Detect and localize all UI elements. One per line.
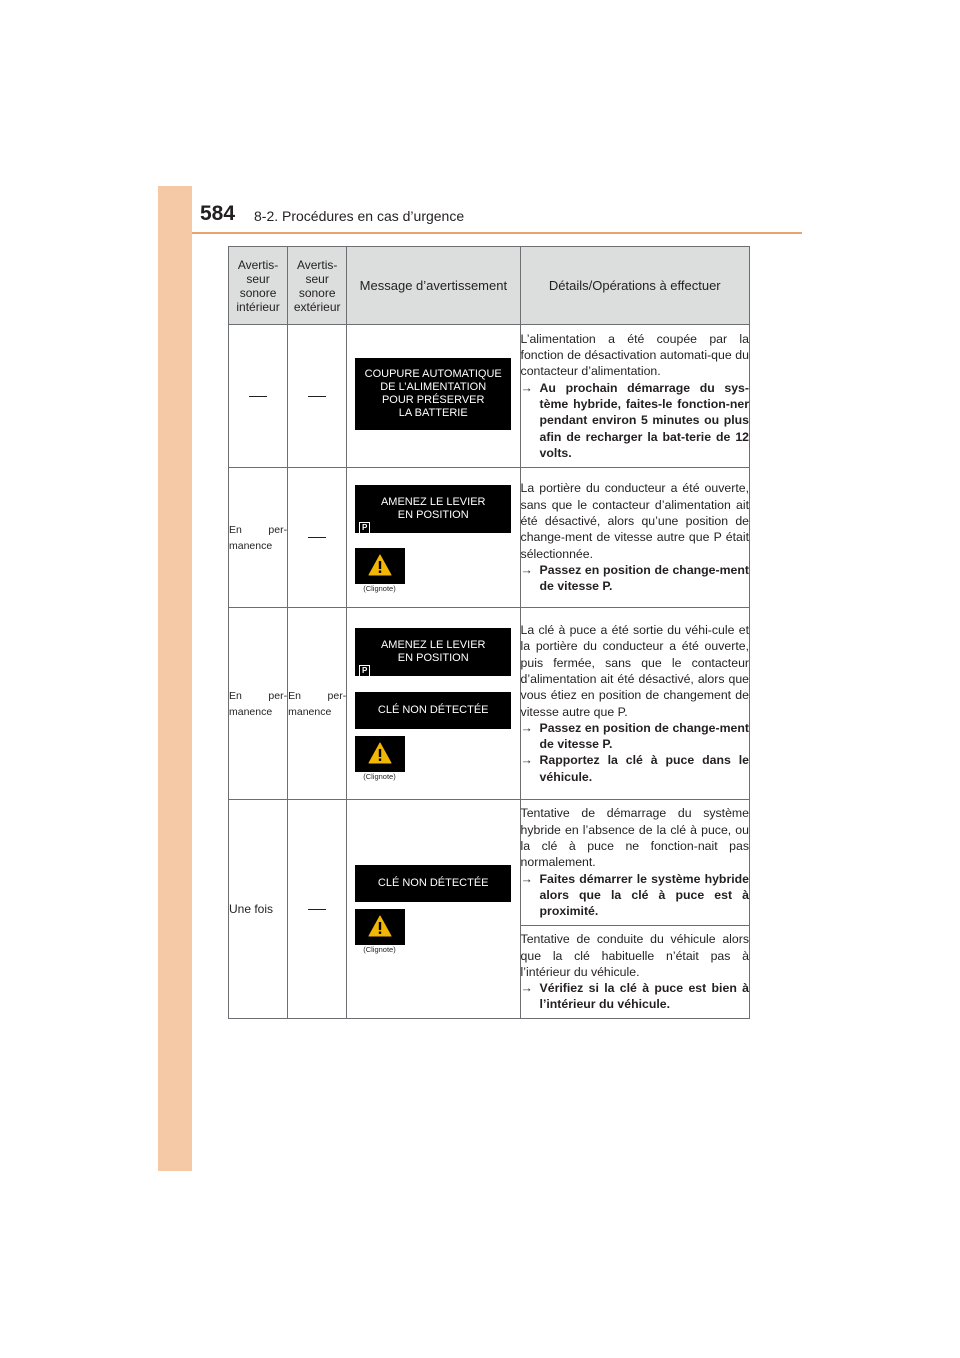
arrow-icon: →	[520, 981, 533, 996]
warning-triangle-icon	[368, 554, 392, 576]
exterior-buzzer-cell	[288, 325, 347, 468]
action-item: → Vérifiez si la clé à puce est bien à l’intérieur du véhicule.	[520, 981, 749, 1012]
header-warning-message: Message d’avertissement	[347, 247, 520, 325]
header-exterior-buzzer: Avertis- seur sonore extérieur	[288, 247, 347, 325]
blink-label: (Clignote)	[363, 772, 396, 781]
arrow-icon: →	[520, 871, 533, 886]
display-screen: AMENEZ LE LEVIER EN POSITION P	[355, 485, 511, 533]
interior-buzzer-cell: En per-manence	[229, 468, 288, 608]
none-dash	[249, 396, 267, 397]
none-dash	[308, 909, 326, 910]
table-row	[229, 468, 750, 608]
side-color-band	[158, 186, 192, 1171]
display-screen: COUPURE AUTOMATIQUE DE L’ALIMENTATION POUR PRÉSERVER LA BATTERIE	[355, 358, 511, 430]
header-details: Détails/Opérations à effectuer	[520, 247, 749, 325]
exterior-buzzer-cell	[288, 800, 347, 1019]
section-title: 8-2. Procédures en cas d’urgence	[254, 208, 465, 224]
warning-triangle-icon	[368, 742, 392, 764]
table-row	[229, 608, 750, 800]
action-item: → Au prochain démarrage du sys-tème hybride, faites-le fonction-ner pendant environ 5 minutes ou plus afin de recharger la bat-terie de 12 volts.	[520, 380, 749, 460]
header-divider	[192, 232, 802, 234]
arrow-icon: →	[520, 753, 533, 768]
exterior-buzzer-cell	[288, 468, 347, 608]
action-item: → Passez en position de change-ment de vitesse P.	[520, 720, 749, 752]
action-item: → Faites démarrer le système hybride alors que la clé à puce est à proximité.	[520, 871, 749, 919]
details-cell	[520, 926, 749, 1019]
arrow-icon: →	[520, 380, 533, 395]
none-dash	[308, 537, 326, 538]
interior-buzzer-cell	[229, 325, 288, 468]
details-cell	[520, 608, 749, 800]
description-text: Tentative de démarrage du système hybride en l’absence de la clé à puce, ou la clé à puce ne fonction-nait pas normalement.	[520, 806, 749, 870]
display-screen: CLÉ NON DÉTECTÉE	[355, 865, 511, 902]
table-row	[229, 325, 750, 468]
none-dash	[308, 396, 326, 397]
description-text: Tentative de conduite du véhicule alors que la clé habituelle n’était pas à l’intérieur du véhicule.	[520, 932, 749, 979]
details-cell	[520, 800, 749, 926]
display-screen: AMENEZ LE LEVIER EN POSITION P	[355, 628, 511, 676]
action-item: → Passez en position de change-ment de vitesse P.	[520, 562, 749, 594]
arrow-icon: →	[520, 562, 533, 577]
description-text: La portière du conducteur a été ouverte, sans que le contacteur d’alimentation ait été désactivé, alors qu’une position de change-ment de vitesse autre que P était sélectionnée.	[520, 481, 749, 561]
message-display-cell	[347, 325, 520, 468]
page-number: 584	[200, 202, 236, 225]
warning-table	[228, 246, 750, 1019]
warning-light	[355, 548, 405, 584]
message-display-cell	[347, 800, 520, 1019]
shift-p-indicator: P	[359, 665, 370, 677]
exterior-buzzer-cell: En per-manence	[288, 608, 347, 800]
header-interior-buzzer: Avertis- seur sonore intérieur	[229, 247, 288, 325]
display-screen: CLÉ NON DÉTECTÉE	[355, 692, 511, 729]
details-cell	[520, 468, 749, 608]
description-text: L’alimentation a été coupée par la fonction de désactivation automati-que du contacteur d’alimentation.	[520, 331, 749, 379]
action-item: → Rapportez la clé à puce dans le véhicule.	[520, 753, 749, 784]
interior-buzzer-cell: En per-manence	[229, 608, 288, 800]
page-header	[192, 186, 802, 234]
arrow-icon: →	[520, 720, 533, 735]
warning-light	[355, 736, 405, 772]
message-display-cell	[347, 608, 520, 800]
table-row	[229, 800, 750, 926]
warning-triangle-icon	[368, 915, 392, 937]
warning-light	[355, 909, 405, 945]
blink-label: (Clignote)	[363, 584, 396, 593]
description-text: La clé à puce a été sortie du véhi-cule et la portière du conducteur a été ouverte, puis fermée, sans que le contacteur d’alimentation ait été désactivé, alors que vous étiez en position de changement de vitesse autre que P.	[520, 623, 749, 719]
table-header-row	[229, 247, 750, 325]
shift-p-indicator: P	[359, 522, 370, 534]
details-cell	[520, 325, 749, 468]
blink-label: (Clignote)	[363, 945, 396, 954]
interior-buzzer-cell: Une fois	[229, 800, 288, 1019]
message-display-cell	[347, 468, 520, 608]
